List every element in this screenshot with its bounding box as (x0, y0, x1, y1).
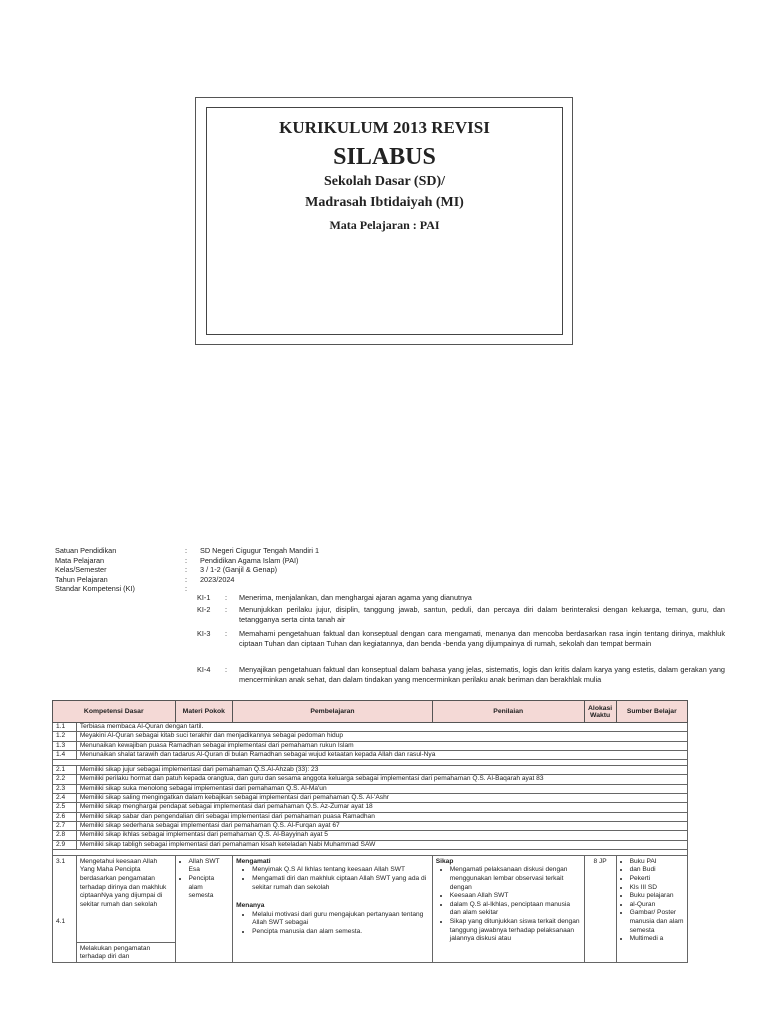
kd2-text: Melakukan pengamatan terhadap diri dan (77, 942, 175, 962)
kd-number: 2.4 (53, 794, 77, 803)
pembelajaran-cell (233, 855, 433, 962)
meta-colon: : (185, 584, 188, 594)
ki-label: KI-3 (197, 629, 211, 638)
ki-text: Menyajikan pengetahuan faktual dan konseptual dalam bahasa yang jelas, sistematis, logis dan kritis dalam karya yang estetis, dalam gerakan yang mencerminkan anak sehat, dan dalam tindakan yang mencerminkan perilaku anak beriman dan berakhlak mulia (239, 665, 725, 685)
kd-text: Memiliki perilaku hormat dan patuh kepada orangtua, dan guru dan sesama anggota keluarga sebagai implementasi dari pemahaman Q.S. Al-Baqarah ayat 83 (76, 775, 687, 784)
kd-number (53, 855, 77, 962)
meta-colon: : (185, 565, 188, 575)
table-row (53, 831, 688, 840)
header-kd: Kompetensi Dasar (53, 701, 176, 723)
table-row (53, 775, 688, 784)
meta-label: Mata Pelajaran (55, 555, 105, 565)
kd-number: 1.1 (53, 723, 77, 732)
meta-colon: : (185, 574, 188, 584)
kd-text: Memiliki sikap sabar dan pengendalian diri sebagai implementasi dari pemahaman puasa Ramadhan (76, 812, 687, 821)
kd2-number: 4.1 (56, 918, 66, 926)
kd-text: Memiliki sikap ikhlas sebagai implementasi dari pemahaman Q.S. Al-Bayyinah ayat 5 (76, 831, 687, 840)
meta-row (55, 546, 695, 556)
table-row (53, 840, 688, 849)
kd-text: Memiliki sikap jujur sebagai implementasi dari pemahaman Q.S.Al-Ahzab (33): 23 (76, 766, 687, 775)
meta-row (55, 575, 695, 585)
sikap-item: • Keesaan Allah SWT (450, 892, 581, 901)
sumber-item: • Pekerti (630, 875, 684, 884)
meta-label: Kelas/Semester (55, 565, 107, 575)
kd-number: 2.8 (53, 831, 77, 840)
kd-number: 1.2 (53, 732, 77, 741)
table-row (53, 812, 688, 821)
mengamati-item: • Menyimak Q.S Al Ikhlas tentang keesaan Allah SWT (252, 866, 429, 875)
kd-number: 2.6 (53, 812, 77, 821)
table-row (53, 784, 688, 793)
sikap-item: • Sikap yang ditunjukkan siswa terkait dengan tanggung jawabnya terhadap pelaksanaan jalannya diskusi atau (450, 918, 581, 944)
ki-text: Menerima, menjalankan, dan menghargai ajaran agama yang dianutnya (239, 593, 472, 602)
meta-label: Standar Kompetensi (KI) (55, 584, 135, 594)
sikap-item: • Mengamati pelaksanaan diskusi dengan menggunakan lembar observasi terkait dengan (450, 866, 581, 892)
kd-number: 2.7 (53, 821, 77, 830)
sumber-item: • Buku PAI (630, 858, 684, 867)
kd1-text: Mengetahui keesaan Allah Yang Maha Pencipta berdasarkan pengamatan terhadap dirinya dan makhluk ciptaanNya yang dijumpai di sekitar rumah dan sekolah (79, 857, 167, 908)
kd-text: Memiliki sikap saling mengingatkan dalam kebajikan sebagai implementasi dari pemahaman Q.S. Al-'Ashr (76, 794, 687, 803)
kd-number: 2.2 (53, 775, 77, 784)
table-row (53, 821, 688, 830)
kd-number: 1.3 (53, 741, 77, 750)
table-row (53, 803, 688, 812)
sikap-title: Sikap (435, 857, 454, 865)
kd-text: Menunaikan kewajiban puasa Ramadhan sebagai implementasi dari pemahaman rukun Islam (76, 741, 687, 750)
table-row (53, 732, 688, 741)
table-header-row (53, 701, 688, 723)
menanya-list (236, 911, 429, 937)
mengamati-item: • Mengamati diri dan makhluk ciptaan Allah SWT yang ada di sekitar rumah dan sekolah (252, 875, 429, 892)
meta-colon: : (185, 555, 188, 565)
menanya-title: Menanya (236, 902, 265, 910)
kd-cell (76, 855, 175, 962)
ki-label: KI-4 (197, 665, 211, 674)
table-row (53, 750, 688, 759)
school-level: Sekolah Dasar (SD)/ (323, 174, 446, 189)
meta-label: Tahun Pelajaran (55, 574, 108, 584)
mengamati-title: Mengamati (236, 857, 271, 865)
materi-item: • Allah SWT Esa (189, 858, 230, 875)
meta-value: SD Negeri Cigugur Tengah Mandiri 1 (200, 546, 320, 555)
kd-text: Terbiasa membaca Al-Quran dengan tartil. (76, 723, 687, 732)
sumber-item: • Gambar/ Poster manusia dan alam semesta (630, 909, 684, 935)
materi-cell (175, 855, 233, 962)
kd-text: Meyakini Al-Quran sebagai kitab suci terakhir dan menjadikannya sebagai pedoman hidup (76, 732, 687, 741)
sumber-item: • Buku pelajaran (630, 892, 684, 901)
curriculum-title: KURIKULUM 2013 REVISI (279, 118, 490, 137)
kd-text: Memiliki sikap suka menolong sebagai implementasi dari pemahaman Q.S. Al-Ma'un (76, 784, 687, 793)
sikap-list (436, 866, 581, 943)
meta-value: 3 / 1-2 (Ganjil & Genap) (200, 565, 278, 575)
sumber-item: • Multimedi a (630, 935, 684, 944)
syllabus-table (52, 700, 688, 963)
sumber-item: • dan Budi (630, 866, 684, 875)
table-row (53, 855, 688, 962)
penilaian-cell (432, 855, 584, 962)
meta-label: Satuan Pendidikan (55, 546, 117, 555)
menanya-item: • Pencipta manusia dan alam semesta. (252, 928, 429, 937)
kd-number: 1.4 (53, 750, 77, 759)
ki-colon: : (225, 629, 228, 638)
header-penilaian: Penilaian (432, 701, 584, 723)
header-materi: Materi Pokok (175, 701, 233, 723)
kd-text: Menunaikan shalat tarawih dan tadarus Al-Quran di bulan Ramadhan sebagai wujud ketaatan kepada Allah dan rasul-Nya (76, 750, 687, 759)
sumber-list (620, 858, 684, 944)
alokasi-cell: 8 JP (584, 855, 616, 962)
materi-item: • Pencipta alam semesta (189, 875, 230, 901)
header-pembelajaran: Pembelajaran (233, 701, 433, 723)
kd-number: 2.5 (53, 803, 77, 812)
kd-number: 2.1 (53, 766, 77, 775)
cover-inner-frame (206, 107, 563, 335)
table-row (53, 723, 688, 732)
madrasah-level: Madrasah Ibtidaiyah (MI) (305, 195, 464, 210)
kd-text: Memiliki sikap menghargai pendapat sebagai implementasi dari pemahaman Q.S. Az-Zumar ayat 18 (76, 803, 687, 812)
kd-text: Memiliki sikap sederhana sebagai implementasi dari pemahaman Q.S. Al-Furqan ayat 67 (76, 821, 687, 830)
meta-row (55, 565, 695, 575)
kd1-number: 3.1 (56, 857, 66, 865)
ki-label: KI-2 (197, 605, 211, 614)
kd-text: Memiliki sikap tabligh sebagai implementasi dari pemahaman kisah keteladan Nabi Muhammad SAW (76, 840, 687, 849)
ki-text: Menunjukkan perilaku jujur, disiplin, tanggung jawab, santun, peduli, dan percaya diri dalam berinteraksi dengan keluarga, teman, guru, dan tetangganya serta cinta tanah air (239, 605, 725, 625)
meta-info (55, 546, 695, 594)
table-row (53, 794, 688, 803)
mengamati-list (236, 866, 429, 892)
ki-colon: : (225, 665, 228, 674)
sikap-item: • dalam Q.S al-Ikhlas, penciptaan manusia dan alam sekitar (450, 901, 581, 918)
kd-number: 2.3 (53, 784, 77, 793)
table-row (53, 766, 688, 775)
subject-line: Mata Pelajaran : PAI (329, 218, 440, 232)
kd-number: 2.9 (53, 840, 77, 849)
sumber-item: • Kls III SD (630, 884, 684, 893)
ki-colon: : (225, 605, 228, 614)
meta-value: Pendidikan Agama Islam (PAI) (200, 555, 299, 565)
meta-colon: : (185, 546, 188, 555)
ki-colon: : (225, 593, 228, 602)
meta-value: 2023/2024 (200, 574, 235, 584)
silabus-title: SILABUS (333, 144, 436, 170)
sumber-item: • al-Quran (630, 901, 684, 910)
sumber-cell (616, 855, 687, 962)
header-sumber: Sumber Belajar (616, 701, 687, 723)
table-row (53, 741, 688, 750)
ki-text: Memahami pengetahuan faktual dan konseptual dengan cara mengamati, menanya dan mencoba berdasarkan rasa ingin tentang dirinya, makhluk ciptaan Tuhan dan ciptaan Tuhan dan kegiatannya, dan benda -benda yang dijumpainya di rumah, sekolah dan tempat bermain (239, 629, 725, 649)
menanya-item: • Melalui motivasi dari guru mengajukan pertanyaan tentang Allah SWT sebagai (252, 911, 429, 928)
header-alokasi: Alokasi Waktu (584, 701, 616, 723)
meta-row (55, 556, 695, 566)
ki-label: KI-1 (197, 593, 211, 602)
materi-list (179, 858, 230, 901)
